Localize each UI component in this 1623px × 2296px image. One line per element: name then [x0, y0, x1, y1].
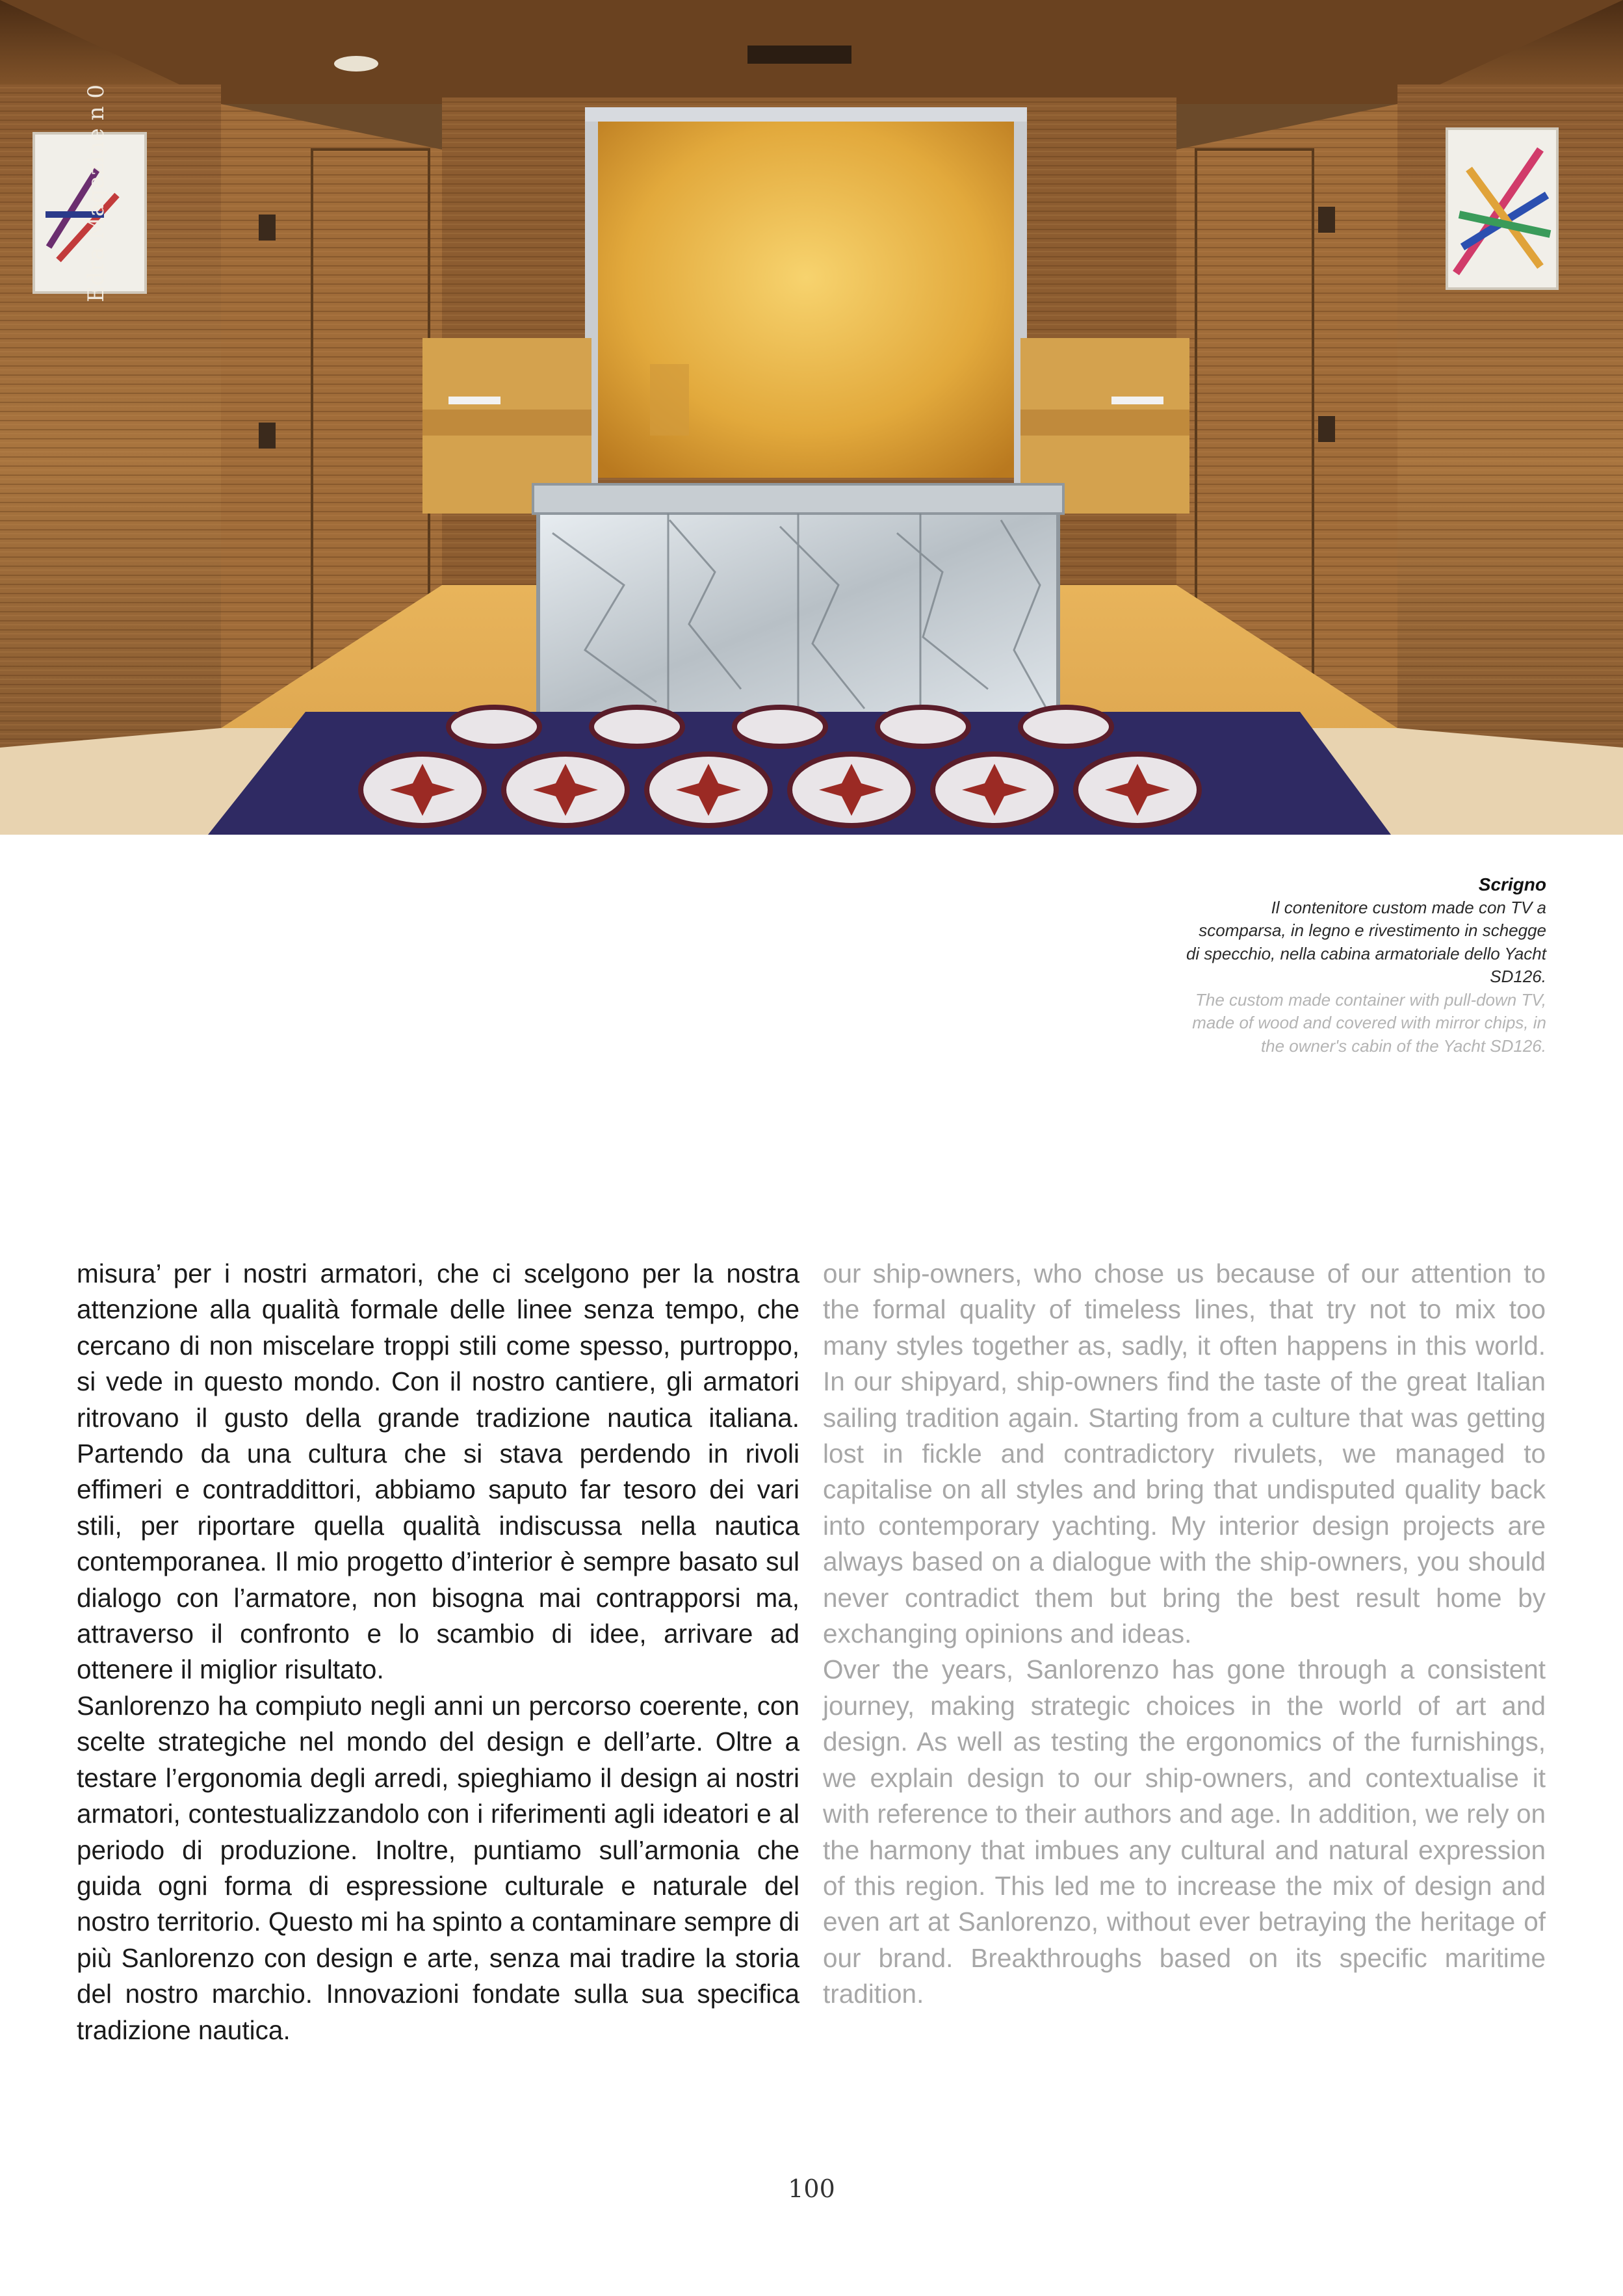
english-paragraph: our ship-owners, who chose us because of our attention to the formal quality of timeless lines, that try not to mix too many styles together as, sadly, it often happens in this world. In our shipyard, ship-owners find the taste of the great Italian sailing tradition again. Starting from a culture that was getting lost in fickle and contradictory rivulets, we managed to capitalise on all styles and bring that undisputed quality back into contemporary yachting. My interior design projects are always based on a dialogue with the ship-owners, you should never contradict them but bring the best result home by exchanging opinions and ideas. [823, 1259, 1546, 1649]
page-number: 100 [788, 2174, 835, 2203]
english-column [823, 1256, 1546, 2013]
italian-paragraph: Sanlorenzo ha compiuto negli anni un percorso coerente, con scelte strategiche nel mondo del design e dell’arte. Oltre a testare l’ergonomia degli arredi, spieghiamo il design ai nostri armatori, contestualizzandolo con i riferimenti agli ideatori e al periodo di produzione. Inoltre, puntiamo sull’armonia che guida ogni forma di espressione culturale e naturale del nostro territorio. Questo mi ha spinto a contaminare sempre di più Sanlorenzo con design e arte, senza mai tradire la storia del nostro marchio. Innovazioni fondate sulla sua specifica tradizione nautica. [77, 1690, 800, 2045]
caption-english: The custom made container with pull-down TV, made of wood and covered with mirror chips, in the owner's cabin of the Yacht SD126. [1192, 989, 1546, 1056]
photo-caption [1182, 873, 1546, 1058]
caption-italian: Il contenitore custom made con TV a scomparsa, in legno e rivestimento in schegge di specchio, nella cabina armatoriale dello Yacht SD126. [1186, 897, 1546, 986]
italian-column [77, 1256, 799, 2048]
italian-paragraph: misura’ per i nostri armatori, che ci scelgono per la nostra attenzione alla qualità formale delle linee senza tempo, che cercano di non miscelare troppi stili come spesso, purtroppo, si vede in questo mondo. Con il nostro cantiere, gli armatori ritrovano il gusto della grande tradizione nautica italiana. Partendo da una cultura che si stava perdendo in rivoli effimeri e contraddittori, abbiamo saputo far tesoro dei vari stili, per riportare quella qualità indiscussa nella nautica contemporanea. Il mio progetto d’interior è sempre basato sul dialogo con l’armatore, non bisogna mai contrapporsi ma, attraverso il confronto e lo scambio di idee, arrivare ad ottenere il miglior risultato. [77, 1259, 799, 1685]
caption-title: Scrigno [1478, 874, 1546, 894]
cabin-photo [0, 0, 1623, 835]
english-paragraph: Over the years, Sanlorenzo has gone through a consistent journey, making strategic choices in the world of art and design. As well as testing the ergonomics of the furnishings, we explain design to our ship-owners, and contextualise it with reference to their authors and age. In addition, we rely on the harmony that imbues any cultural and natural expression of this region. This led me to increase the mix of design and even art at Sanlorenzo, without ever betraying the heritage of our brand. Breakthroughs based on its specific maritime tradition. [823, 1654, 1546, 2009]
cabin-illustration [0, 0, 1623, 835]
magazine-vertical-label: Edra Magazine n 0 [83, 84, 109, 302]
